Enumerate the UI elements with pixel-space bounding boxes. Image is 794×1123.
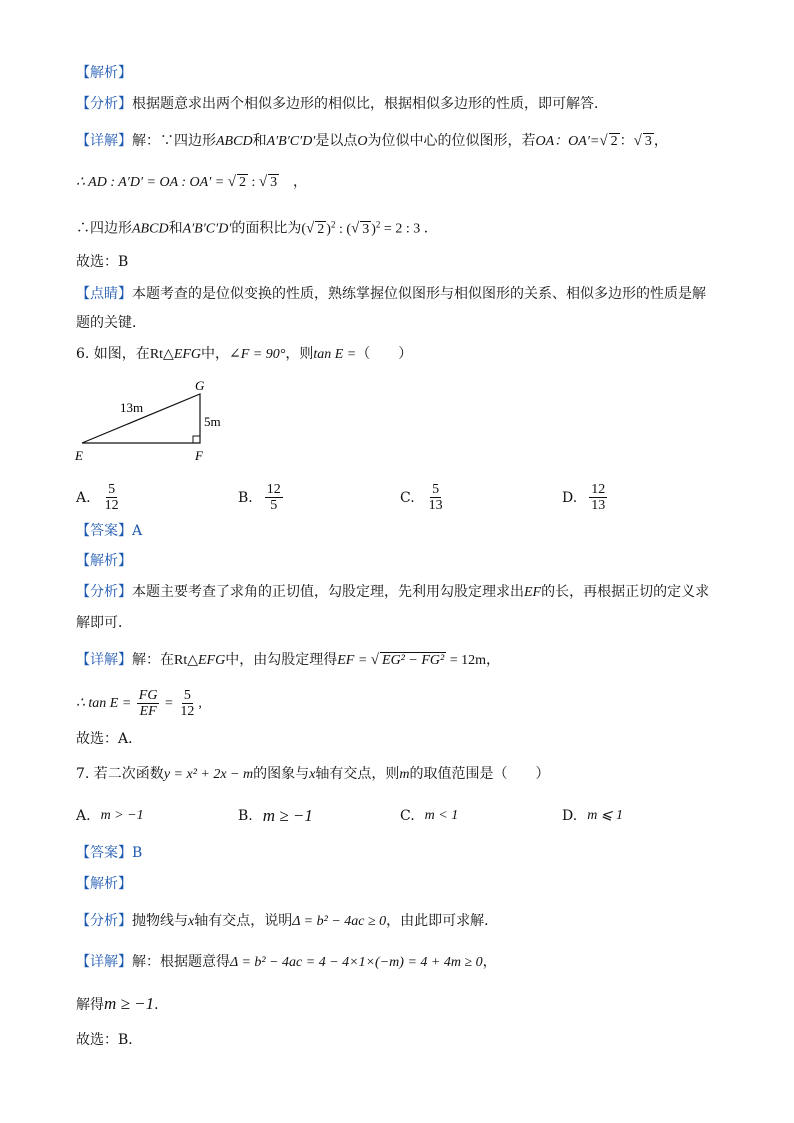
comment-line-2: 题的关键． bbox=[76, 315, 146, 331]
vertex-e-label: E bbox=[75, 448, 83, 463]
q7-option-a: A. m > −1 bbox=[76, 808, 144, 824]
q7-option-b: B. m ≥ −1 bbox=[238, 806, 313, 825]
comment-line-1: 【点睛】本题考查的是位似变换的性质，熟练掌握位似图形与相似图形的关系、相似多边形的性质是解 bbox=[76, 286, 706, 302]
q7-answer-choice: 故选：B． bbox=[76, 1032, 143, 1048]
q7-jiexi: 【解析】 bbox=[76, 876, 132, 892]
q7-option-d: D. m ⩽ 1 bbox=[562, 808, 624, 824]
analysis-line: 【分析】根据题意求出两个相似多边形的相似比，根据相似多边形的性质，即可解答． bbox=[76, 96, 608, 112]
detail-line: 【详解】解：∵四边形ABCD和A′B′C′D′是以点O为位似中心的位似图形，若OA：OA′=√ 2 ：√ 3 ， bbox=[76, 133, 668, 149]
area-ratio-line: ∴四边形ABCD和A′B′C′D′的面积比为(√ 2 )$^2$ : (√ 3 )$^2$ = 2 : 3 ． bbox=[76, 219, 438, 237]
q6-answer: 【答案】A bbox=[76, 523, 143, 539]
q7-detail: 【详解】解：根据题意得Δ = b² − 4ac = 4 − 4×1×(−m) = 4 + 4m ≥ 0， bbox=[76, 954, 497, 970]
q6-tan-line: ∴ tan E = $\frac{FG}{EF}$ = $\frac{5}{12}$ , bbox=[76, 687, 202, 719]
hypotenuse-label: 13m bbox=[120, 400, 144, 415]
q6-analysis-1: 【分析】本题主要考查了求角的正切值，勾股定理，先利用勾股定理求出EF的长，再根据正切的定义求 bbox=[76, 584, 710, 600]
question-6-stem: 6. 如图，在Rt△EFG中，∠F = 90°，则tan E =（ ） bbox=[76, 346, 413, 362]
q7-analysis: 【分析】抛物线与x轴有交点，说明Δ = b² − 4ac ≥ 0，由此即可求解． bbox=[76, 913, 499, 929]
q6-jiexi: 【解析】 bbox=[76, 553, 132, 569]
side-label: 5m bbox=[204, 414, 221, 429]
triangle-figure bbox=[72, 376, 242, 466]
q7-option-c: C. m < 1 bbox=[400, 808, 459, 824]
q7-result: 解得m ≥ −1． bbox=[76, 994, 169, 1013]
q7-answer: 【答案】B bbox=[76, 845, 143, 861]
ratio-line: ∴ AD : A′D′ = OA : OA′ = √ 2 : √ 3 ， bbox=[76, 174, 308, 190]
vertex-f-label: F bbox=[195, 448, 203, 463]
q6-option-d: D. $\frac{12}{13}$ bbox=[562, 482, 606, 513]
q6-option-a: A. $\frac{5}{12}$ bbox=[76, 482, 119, 513]
q6-option-b: B. $\frac{12}{5}$ bbox=[238, 482, 281, 513]
q6-detail: 【详解】解：在Rt△EFG中，由勾股定理得EF = √ EG² − FG² = 12m， bbox=[76, 652, 500, 668]
q6-option-c: C. $\frac{5}{13}$ bbox=[400, 482, 443, 513]
section-jiexi: 【解析】 bbox=[76, 65, 132, 81]
q6-analysis-2: 解即可． bbox=[76, 615, 132, 631]
answer-choice: 故选：B bbox=[76, 254, 129, 270]
q6-answer-choice: 故选：A． bbox=[76, 731, 143, 747]
question-7-stem: 7. 若二次函数y = x² + 2x − m的图象与x轴有交点，则m的取值范围是（ ） bbox=[76, 766, 550, 782]
vertex-g-label: G bbox=[195, 378, 205, 393]
